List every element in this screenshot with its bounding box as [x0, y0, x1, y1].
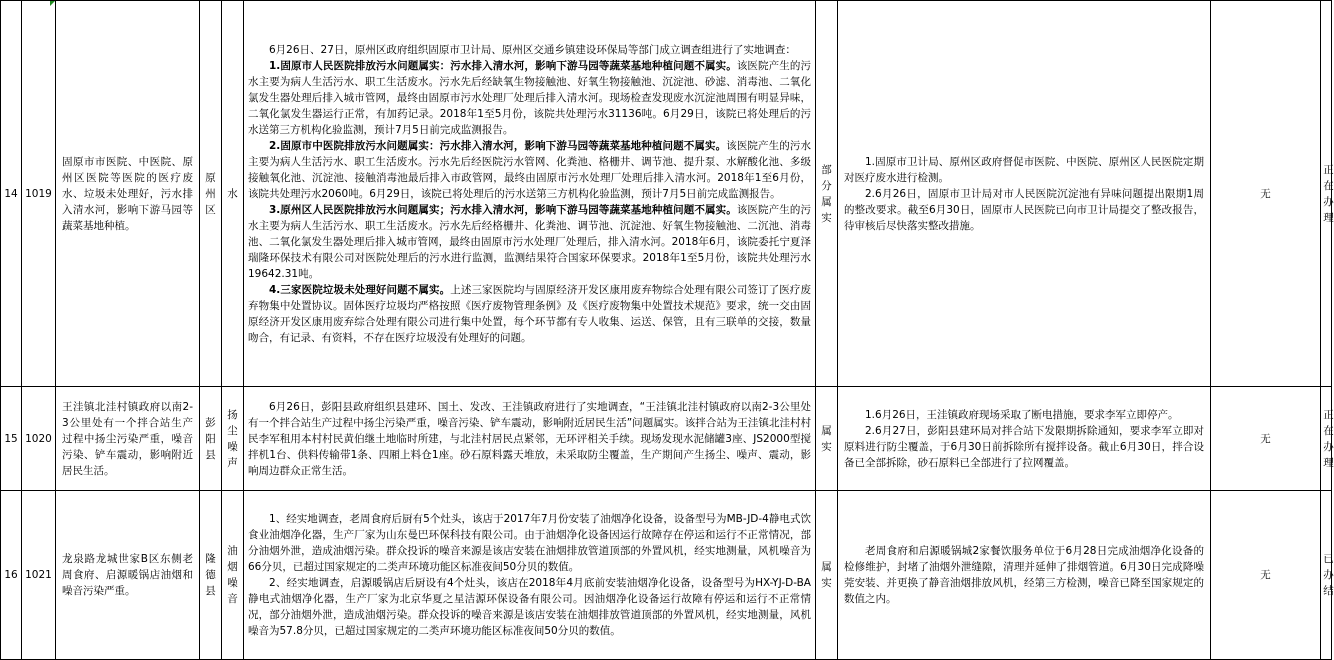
finding-paragraph — [248, 138, 811, 202]
verdict — [816, 491, 838, 660]
verdict-text: 部分属实 — [821, 163, 832, 224]
complaint-description: 龙泉路龙城世家B区东侧老周食府、启源暖锅店油烟和噪音污染严重。 — [56, 491, 200, 660]
administrative-area — [200, 1, 222, 387]
verdict — [816, 1, 838, 387]
finding-text: 2、经实地调查，启源暖锅店后厨设有4个灶头，该店在2018年4月底前安装油烟净化设备，设备型号为HX-YJ-D-BA静电式油烟净化器，生产厂家为北京华夏之星洁源环保设备有限公司。因油烟净化设备运行故障有停运和运行不正常情况，部分油烟外泄，造成油烟污染。群众投诉的噪音来源是该店安装在油烟排放管道顶部的外置风机，经实地测量，风机噪音为57.8分贝，已超过国家规定的二类声环境功能区标准夜间50分贝的数值。 — [248, 577, 811, 637]
finding-paragraph — [248, 42, 811, 58]
complaint-id: 1019 — [22, 1, 56, 387]
finding-heading: 3.原州区人民医院排放污水问题属实；污水排入清水河，影响下游马园等蔬菜基地种植问题不属实。 — [269, 203, 737, 216]
case-status — [1321, 1, 1332, 387]
finding-text: 上述三家医院均与固原经济开发区康用废弃物综合处理有限公司签订了医疗废弃物集中处置协议。固体医疗垃圾均严格按照《医疗废物管理条例》及《医疗废物集中处置技术规范》要求，统一交由固原经济开发区康用废弃综合处理有限公司进行集中处置，每个环节都有专人收集、运送、保管，且有三联单的交接，数量吻合，有记录、有资料，不存在医疗垃圾没有处理好的问题。 — [248, 283, 811, 344]
handling-actions — [838, 387, 1211, 491]
table-row — [1, 1, 1332, 387]
complaint-description: 王洼镇北洼村镇政府以南2-3公里处有一个拌合站生产过程中扬尘污染严重，噪音污染、铲车震动，影响附近居民生活。 — [56, 387, 200, 491]
investigation-findings — [244, 1, 816, 387]
pollution-type — [222, 1, 244, 387]
case-status — [1321, 387, 1332, 491]
administrative-area-text: 隆德县 — [205, 553, 216, 597]
finding-heading: 2.固原市中医院排放污水问题属实：污水排入清水河，影响下游马园等蔬菜基地种植问题不属实。 — [269, 139, 727, 152]
pollution-type — [222, 491, 244, 660]
finding-text: 6月26日、27日，原州区政府组织固原市卫计局、原州区交通乡镇建设环保局等部门成立调查组进行了实地调查： — [269, 43, 796, 56]
case-status — [1321, 491, 1332, 660]
handling-actions — [838, 491, 1211, 660]
row-number: 15 — [1, 387, 22, 491]
action-paragraph: 1.固原市卫计局、原州区政府督促市医院、中医院、原州区人民医院定期对医疗废水进行检测。 — [844, 155, 1204, 184]
finding-text: 该医院产生的污水主要为病人生活污水、职工生活废水。污水先后经缺氧生物接触池、好氧生物接触池、沉淀池、砂滤、消毒池、二氧化氯发生器处理后排入城市管网，最终由固原市污水处理厂处理后排入清水河。现场检查发现废水沉淀池周围有明显异味，二氧化氯发生器运行正常，有加药记录。2018年1至5月份，该院共处理污水31136吨。6月29日，该院已将处理后的污水送第三方机构化验监测，预计7月5日前完成监测报告。 — [248, 59, 811, 136]
investigation-findings — [244, 491, 816, 660]
complaint-id: 1020 — [22, 387, 56, 491]
case-status-text: 正在办理 — [1323, 163, 1334, 224]
administrative-area — [200, 387, 222, 491]
finding-text: 该医院产生的污水主要为病人生活污水、职工生活废水。污水先后经医院污水管网、化粪池、格栅井、调节池、提升泵、水解酸化池、多级接触氧化池、沉淀池、接触消毒池最后排入市政管网，最终由固原市污水处理厂处理后排入清水河。2018年1至6月份，该院共处理污水2060吨。6月29日，该院已将处理后的污水送第三方机构化验监测，预计7月5日前完成监测报告。 — [248, 139, 812, 200]
verdict-text: 属实 — [821, 424, 832, 453]
verdict-text: 属实 — [821, 561, 832, 589]
complaint-id: 1021 — [22, 491, 56, 660]
finding-paragraph — [248, 58, 811, 138]
administrative-area-text: 原州区 — [205, 171, 216, 216]
pollution-type-text: 扬尘噪声 — [227, 408, 238, 469]
finding-paragraph — [248, 202, 811, 282]
accountability: 无 — [1211, 491, 1321, 660]
finding-text: 该医院产生的污水主要为病人生活污水、职工生活废水。污水先后经格栅井、化粪池、调节池、沉淀池、好氧生物接触池、二沉池、消毒池、二氧化氯发生器处理后排入城市管网，最终由固原市污水处理厂处理后，排入清水河。2018年6月，该院委托宁夏泽瑞隆环保技术有限公司对医院处理后的污水进行监测，监测结果符合国家环保要求。2018年1至5月份，该院共处理污水19642.31吨。 — [248, 203, 811, 280]
case-status-text: 已办结 — [1323, 553, 1334, 597]
table-row — [1, 491, 1332, 660]
complaint-description: 固原市市医院、中医院、原州区医院等医院的医疗废水、垃圾未处理好，污水排入清水河，影响下游马园等蔬菜基地种植。 — [56, 1, 200, 387]
finding-paragraph — [248, 511, 811, 575]
pollution-type-text: 水 — [227, 187, 238, 200]
handling-actions — [838, 1, 1211, 387]
finding-text: 6月26日，彭阳县政府组织县建环、国土、发改、王洼镇政府进行了实地调查，“王洼镇北洼村镇政府以南2-3公里处有一个拌合站生产过程中扬尘污染严重，噪音污染、铲车震动，影响附近居民生活”问题属实。该拌合站为王洼镇北洼村村民李军租用本村村民黄伯继土地临时所建，与北洼村居民点紧邻，无环评相关手续。现场发现水泥储罐3座、JS2000型搅拌机1台、供料传输带1条、四厢上料仓1座。砂石原料露天堆放，未采取防尘覆盖，生产期间产生扬尘、噪声、震动，影响周边群众正常生活。 — [248, 400, 811, 477]
finding-paragraph — [248, 399, 811, 479]
pollution-type-text: 油烟噪音 — [227, 545, 238, 605]
verdict — [816, 387, 838, 491]
case-status-text: 正在办理 — [1323, 408, 1334, 469]
row-number: 16 — [1, 491, 22, 660]
investigation-findings — [244, 387, 816, 491]
finding-heading: 1.固原市人民医院排放污水问题属实：污水排入清水河，影响下游马园等蔬菜基地种植问题不属实。 — [269, 59, 737, 72]
accountability: 无 — [1211, 387, 1321, 491]
action-paragraph: 1.6月26日，王洼镇政府现场采取了断电措施，要求李军立即停产。 — [865, 408, 1179, 421]
accountability: 无 — [1211, 1, 1321, 387]
action-paragraph: 老周食府和启源暖锅城2家餐饮服务单位于6月28日完成油烟净化设备的检修维护，封堵了油烟外泄缝隙，清理并延伸了排烟管道。6月30日完成降噪莞安装、并更换了静音油烟排放风机，经第三方检测，噪音已降至国家规定的数值之内。 — [844, 545, 1204, 605]
action-paragraph: 2.6月27日，彭阳县建环局对拌合站下发限期拆除通知，要求李军立即对原料进行防尘覆盖，于6月30日前拆除所有搅拌设备。截止6月30日，拌合设备已全部拆除，砂石原料已全部进行了拉网覆盖。 — [844, 424, 1204, 469]
finding-paragraph — [248, 282, 811, 346]
finding-text: 1、经实地调查，老周食府后厨有5个灶头，该店于2017年7月份安装了油烟净化设备，设备型号为MB-JD-4静电式饮食业油烟净化器，生产厂家为山东曼巴环保科技有限公司。由于油烟净化设备因运行故障存在停运和运行不正常情况，部分油烟外泄，造成油烟污染。群众投诉的噪音来源是该店安装在油烟排放管道顶部的外置风机，经实地测量，风机噪音为66分贝，已超过国家规定的二类声环境功能区标准夜间50分贝的数值。 — [248, 513, 811, 573]
finding-paragraph — [248, 575, 811, 639]
pollution-type — [222, 387, 244, 491]
administrative-area — [200, 491, 222, 660]
finding-heading: 4.三家医院垃圾未处理好问题不属实。 — [269, 283, 451, 296]
table-row — [1, 387, 1332, 491]
action-paragraph: 2.6月26日，固原市卫计局对市人民医院沉淀池有异味问题提出限期1周的整改要求。截至6月30日，固原市人民医院已向市卫计局提交了整改报告，待审核后尽快落实整改措施。 — [844, 187, 1204, 232]
row-number: 14 — [1, 1, 22, 387]
administrative-area-text: 彭阳县 — [205, 416, 216, 461]
